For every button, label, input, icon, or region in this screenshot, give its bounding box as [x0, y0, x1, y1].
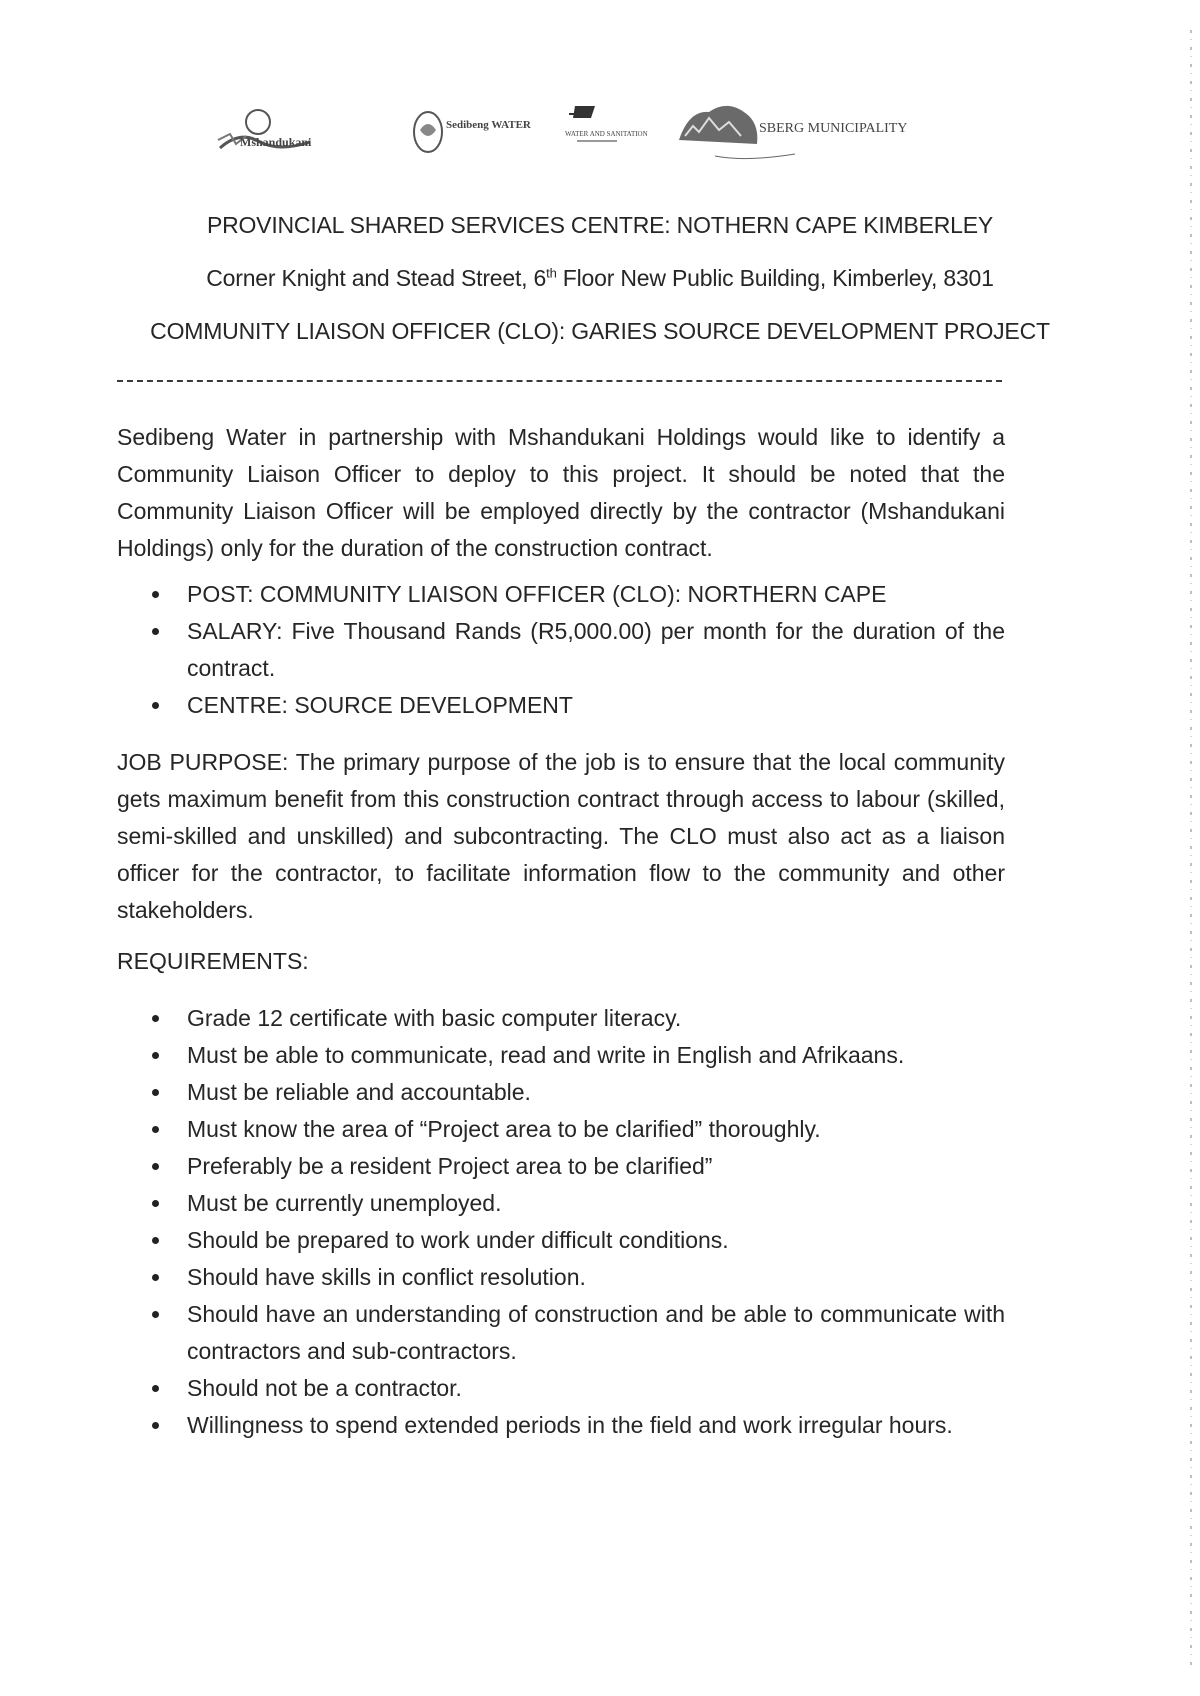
- list-item: Should not be a contractor.: [117, 1370, 1005, 1407]
- centre-address: Corner Knight and Stead Street, 6th Floor New Public Building, Kimberley, 8301: [206, 265, 994, 291]
- bullet-icon: [152, 1015, 159, 1022]
- svg-text:Sedibeng WATER: Sedibeng WATER: [446, 119, 531, 131]
- list-item: Must be currently unemployed.: [117, 1185, 1005, 1222]
- salary-line: SALARY: Five Thousand Rands (R5,000.00) per month for the duration of the contract.: [117, 613, 1005, 687]
- bullet-icon: [152, 1422, 159, 1429]
- svg-text:SBERG MUNICIPALITY: SBERG MUNICIPALITY: [759, 121, 908, 136]
- svg-text:Mshandukani: Mshandukani: [240, 135, 312, 149]
- list-item: Must be able to communicate, read and write in English and Afrikaans.: [117, 1037, 1005, 1074]
- bullet-icon: [152, 628, 159, 635]
- bullet-icon: [152, 1385, 159, 1392]
- post-line: POST: COMMUNITY LIAISON OFFICER (CLO): NORTHERN CAPE: [117, 576, 1005, 613]
- post-title: COMMUNITY LIAISON OFFICER (CLO): GARIES SOURCE DEVELOPMENT PROJECT: [150, 318, 1050, 344]
- centre-name: PROVINCIAL SHARED SERVICES CENTRE: NOTHERN CAPE KIMBERLEY: [206, 212, 994, 238]
- bullet-icon: [152, 1237, 159, 1244]
- svg-text:WATER AND SANITATION: WATER AND SANITATION: [565, 130, 648, 138]
- bullet-icon: [152, 1089, 159, 1096]
- post-details-list: [117, 576, 1005, 724]
- bullet-icon: [152, 1052, 159, 1059]
- bullet-icon: [152, 1126, 159, 1133]
- list-item: Should have skills in conflict resolution.: [117, 1259, 1005, 1296]
- bullet-icon: [152, 1274, 159, 1281]
- sedibeng-water-logo: [410, 100, 531, 170]
- intro-paragraph: Sedibeng Water in partnership with Mshandukani Holdings would like to identify a Community Liaison Officer to deploy to this project. It should be noted that the Community Liaison Officer will be employed directly by the contractor (Mshandukani Holdings) only for the duration of the construction contract.: [117, 424, 1005, 561]
- requirements-list: [117, 1000, 1005, 1444]
- list-item: Grade 12 certificate with basic computer literacy.: [117, 1000, 1005, 1037]
- bullet-icon: [152, 1311, 159, 1318]
- list-item: Must be reliable and accountable.: [117, 1074, 1005, 1111]
- job-purpose-paragraph: JOB PURPOSE: The primary purpose of the job is to ensure that the local community gets maximum benefit from this construction contract through access to labour (skilled, semi-skilled and unskilled) and subcontracting. The CLO must also act as a liaison officer for the contractor, to facilitate information flow to the community and other stakeholders.: [117, 749, 1005, 923]
- northern-cape-logo: [210, 100, 330, 170]
- list-item: Should have an understanding of construction and be able to communicate with contractors and sub-contractors.: [117, 1296, 1005, 1370]
- bullet-icon: [152, 1163, 159, 1170]
- logo-row: [210, 100, 908, 180]
- water-affairs-logo: [555, 100, 665, 170]
- kamiesberg-municipality-logo: [675, 100, 908, 170]
- list-item: Must know the area of “Project area to be clarified” thoroughly.: [117, 1111, 1005, 1148]
- bullet-icon: [152, 1200, 159, 1207]
- centre-line: CENTRE: SOURCE DEVELOPMENT: [117, 687, 1005, 724]
- bullet-icon: [152, 702, 159, 709]
- list-item: Should be prepared to work under difficult conditions.: [117, 1222, 1005, 1259]
- dashed-divider: [117, 380, 1002, 382]
- requirements-heading: REQUIREMENTS:: [117, 948, 309, 974]
- scan-edge-speckle: [1190, 30, 1192, 1670]
- bullet-icon: [152, 591, 159, 598]
- list-item: Willingness to spend extended periods in the field and work irregular hours.: [117, 1407, 1005, 1444]
- list-item: Preferably be a resident Project area to be clarified”: [117, 1148, 1005, 1185]
